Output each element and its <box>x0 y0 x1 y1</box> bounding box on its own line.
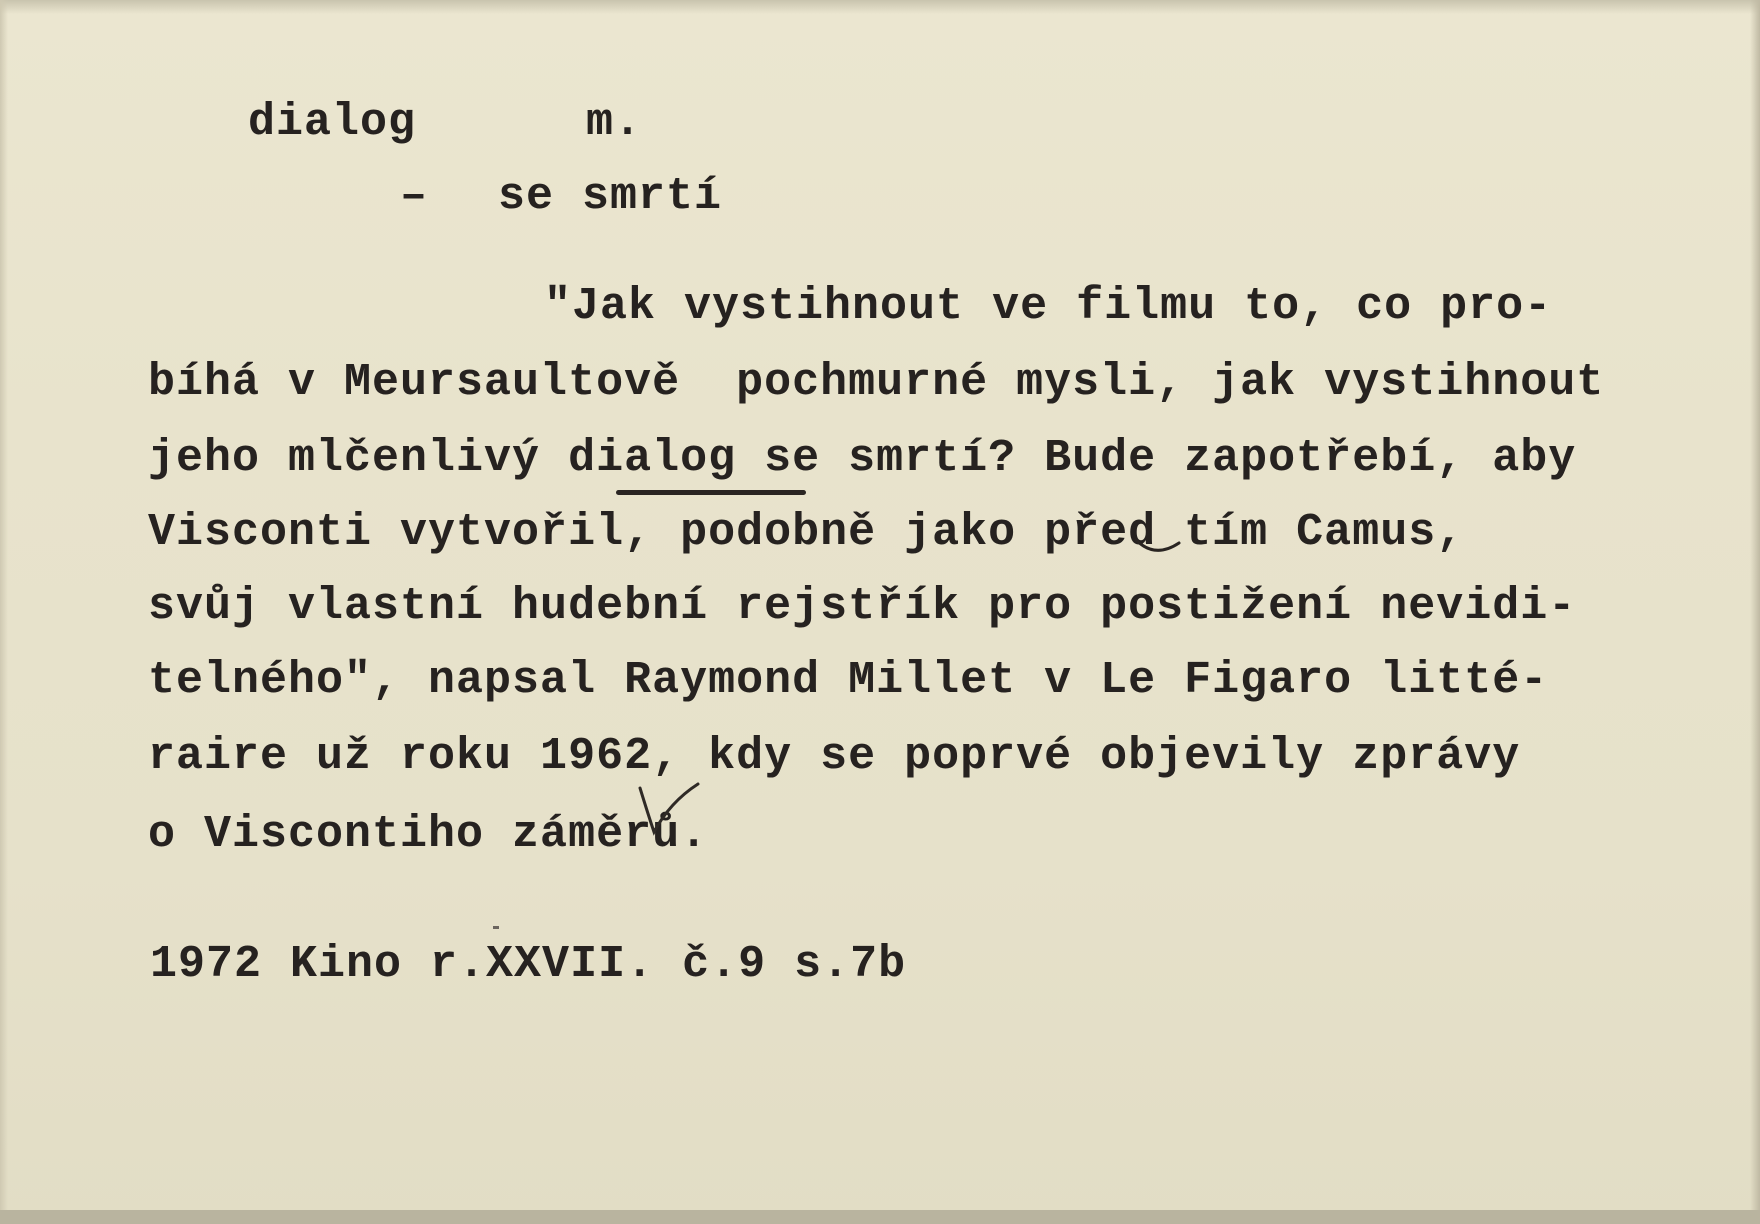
quote-line-1: "Jak vystihnout ve filmu to, co pro- <box>544 281 1553 332</box>
headword: dialog <box>248 97 417 148</box>
quote-line-7: raire už roku 1962, kdy se poprvé objevily zprávy <box>148 731 1521 782</box>
quote-line-6: telného", napsal Raymond Millet v Le Figaro litté- <box>148 655 1549 706</box>
quote-line-8: o Viscontiho záměrů. <box>148 809 709 860</box>
stray-mark <box>493 926 499 929</box>
quote-line-3: jeho mlčenlivý dialog se smrtí? Bude zapotřebí, aby <box>148 433 1577 484</box>
quote-line-5: svůj vlastní hudební rejstřík pro postižení nevidi- <box>148 581 1577 632</box>
checkmark-annotation <box>636 780 706 850</box>
card-edge-bottom <box>0 1210 1760 1224</box>
card-edge-left <box>0 0 8 1224</box>
phrase-dash: – <box>400 171 429 222</box>
quote-line-4: Visconti vytvořil, podobně jako před tím Camus, <box>148 507 1465 558</box>
headword-underline <box>616 490 806 495</box>
quote-line-2: bíhá v Meursaultově pochmurné mysli, jak vystihnout <box>148 357 1605 408</box>
source-citation: 1972 Kino r.XXVII. č.9 s.7b <box>150 939 907 990</box>
card-edge-top <box>0 0 1760 14</box>
grammatical-gender: m. <box>586 97 643 148</box>
phrase: se smrtí <box>498 171 723 222</box>
ligature-mark <box>1133 537 1183 557</box>
card-edge-right <box>1750 0 1760 1224</box>
